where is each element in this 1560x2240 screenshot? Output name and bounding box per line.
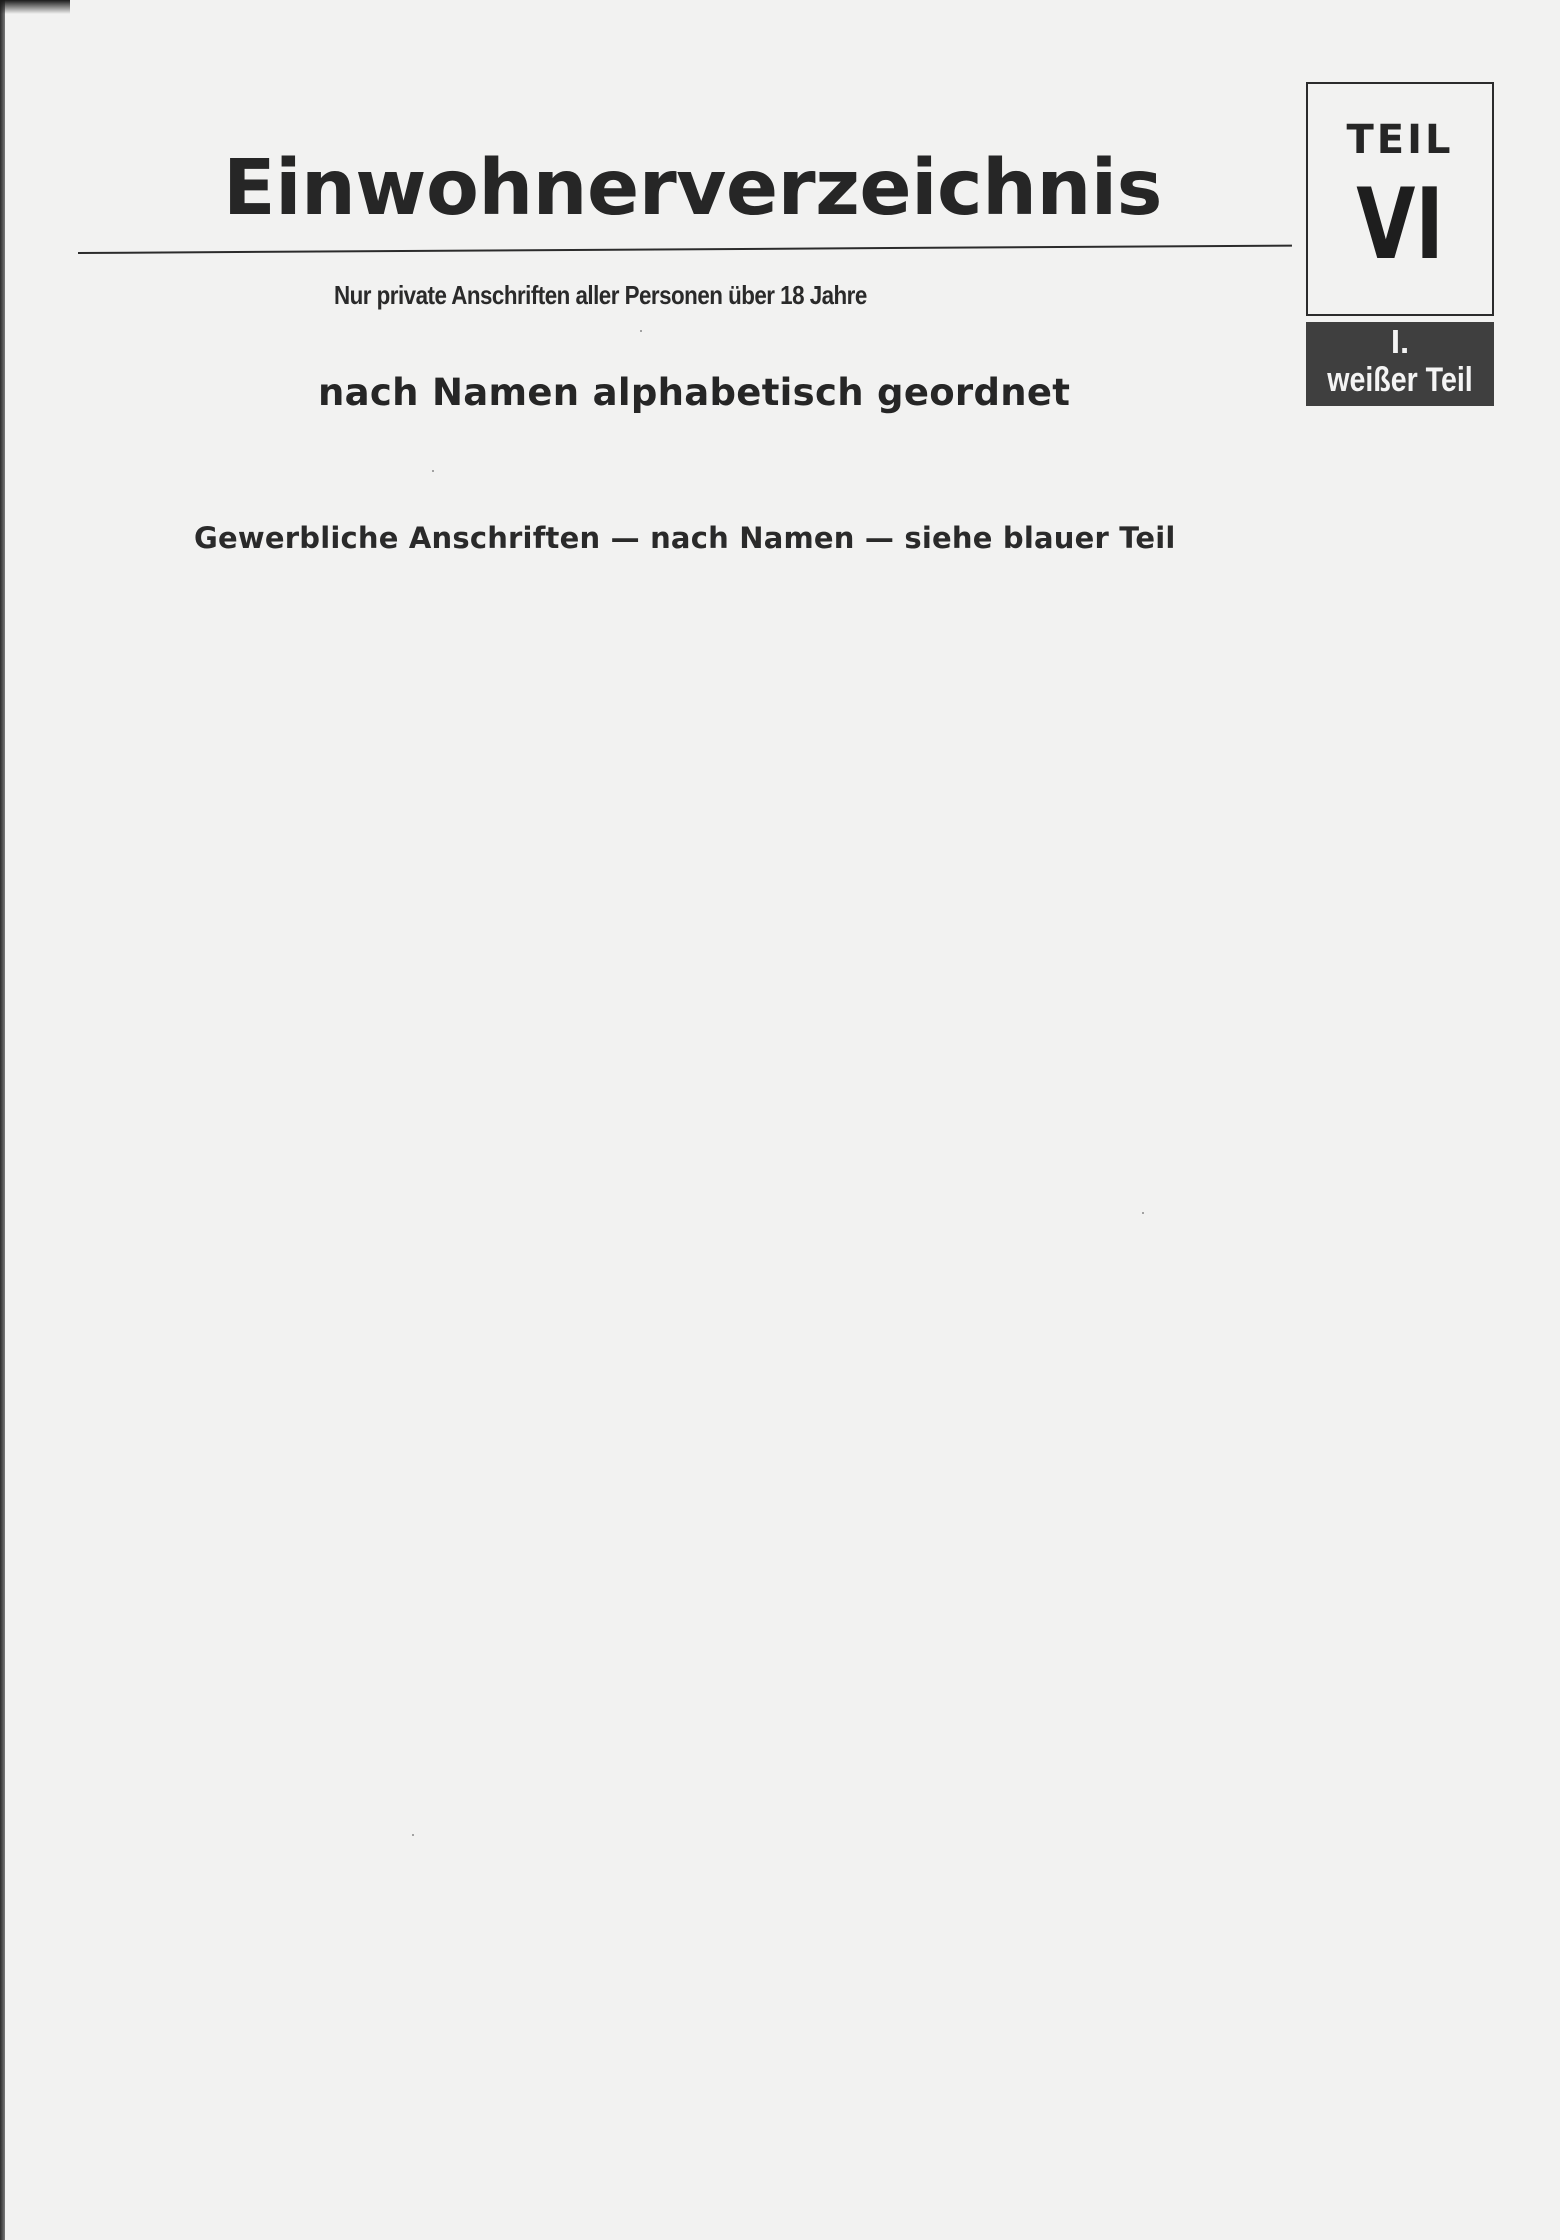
- page-title: Einwohnerverzeichnis: [223, 144, 1163, 233]
- part-index: I.: [1390, 323, 1410, 360]
- page-subtitle: Nur private Anschriften aller Personen über 18 Jahre: [334, 280, 867, 310]
- paper-speck: [412, 1834, 414, 1836]
- sort-order-note: nach Namen alphabetisch geordnet: [318, 371, 1071, 414]
- paper-speck: [640, 330, 642, 332]
- paper-speck: [432, 470, 434, 472]
- part-band: [1306, 322, 1494, 406]
- section-marker-box: [1306, 82, 1494, 316]
- paper-speck: [1142, 1212, 1144, 1214]
- business-addresses-note: Gewerbliche Anschriften — nach Namen — siehe blauer Teil: [194, 521, 1176, 555]
- section-number: VI: [1356, 168, 1444, 282]
- section-label: TEIL: [1346, 117, 1454, 163]
- part-name: weißer Teil: [1327, 361, 1473, 399]
- page-edge: [0, 0, 5, 2240]
- page-corner-shadow: [0, 0, 70, 14]
- title-underline: [78, 245, 1292, 254]
